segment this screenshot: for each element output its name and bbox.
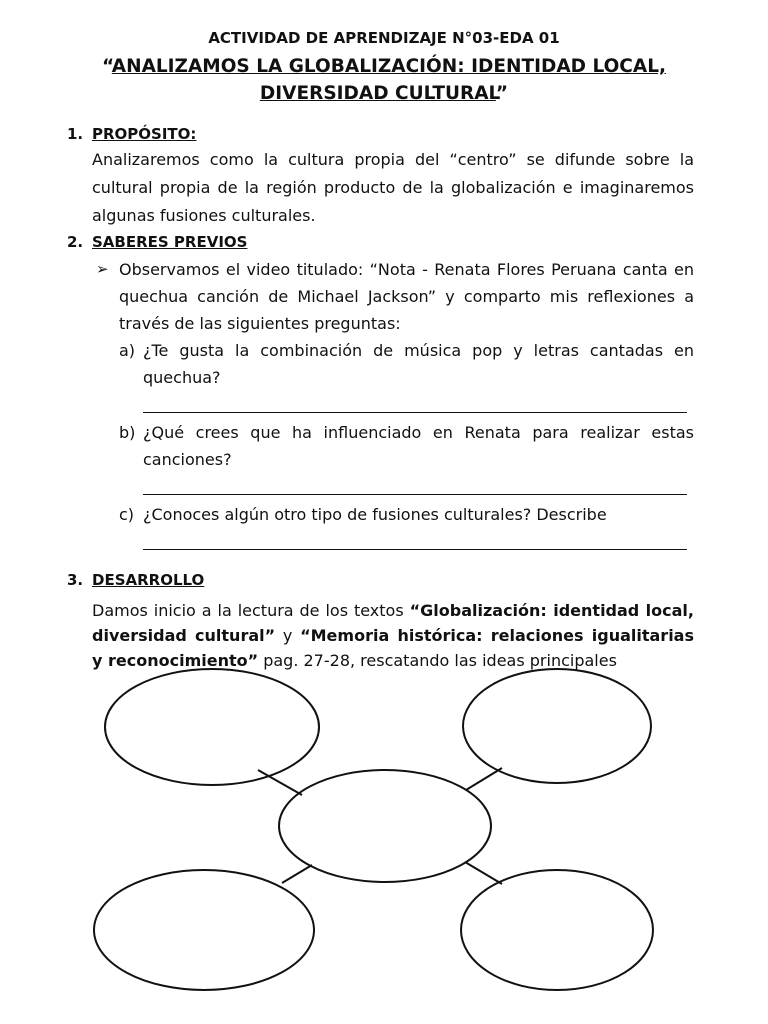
section-1-text: Analizaremos como la cultura propia del “centro” se difunde sobre la cultural propia de la región producto de la globalización e imaginaremos algunas fusiones culturales. bbox=[92, 150, 694, 225]
connector-top-left bbox=[258, 770, 302, 795]
section-3-bold-1: “Globalización: identidad local, diversidad cultural” bbox=[92, 601, 694, 645]
section-1-number: 1. bbox=[67, 125, 84, 143]
section-3-text-part-3: pag. 27-28, rescatando las ideas principales bbox=[258, 651, 617, 670]
ellipse-top-left[interactable] bbox=[105, 669, 319, 785]
section-2-title: SABERES PREVIOS bbox=[92, 233, 248, 251]
title-line-2: DIVERSIDAD CULTURAL bbox=[259, 83, 496, 104]
ellipse-bottom-left[interactable] bbox=[94, 870, 314, 990]
question-c-label: c) bbox=[119, 505, 135, 524]
section-3-text-part-1: Damos inicio a la lectura de los textos bbox=[92, 601, 410, 620]
section-3-bold-2: “Memoria histórica: relaciones igualitarias y reconocimiento” bbox=[92, 626, 695, 670]
question-c-text: ¿Conoces algún otro tipo de fusiones culturales? Describe bbox=[143, 505, 607, 524]
ellipse-center[interactable] bbox=[279, 770, 491, 882]
connector-bottom-right bbox=[465, 862, 502, 884]
ellipse-top-right[interactable] bbox=[463, 669, 651, 783]
title-open-quote: “ bbox=[101, 56, 112, 77]
section-3-text-part-2: y bbox=[275, 626, 301, 645]
question-b-label: b) bbox=[119, 423, 136, 442]
section-3-number: 3. bbox=[67, 571, 84, 589]
section-3-title: DESARROLLO bbox=[92, 571, 205, 589]
question-b-text: ¿Qué crees que ha influenciado en Renata para realizar estas canciones? bbox=[143, 423, 694, 469]
question-a-label: a) bbox=[119, 341, 136, 360]
question-a-text: ¿Te gusta la combinación de música pop y letras cantadas en quechua? bbox=[143, 341, 694, 387]
activity-header: ACTIVIDAD DE APRENDIZAJE N°03-EDA 01 bbox=[208, 29, 560, 47]
bullet-text: Observamos el video titulado: “Nota - Renata Flores Peruana canta en quechua canción de Michael Jackson” y comparto mis reflexiones a través de las siguientes preguntas: bbox=[119, 260, 694, 333]
connector-bottom-left bbox=[282, 865, 312, 883]
title-line-1: ANALIZAMOS LA GLOBALIZACIÓN: IDENTIDAD LOCAL, bbox=[111, 56, 667, 77]
arrow-bullet-icon: ➢ bbox=[96, 260, 109, 278]
section-1-title: PROPÓSITO: bbox=[92, 125, 197, 143]
connector-top-right bbox=[466, 768, 502, 790]
section-2-number: 2. bbox=[67, 233, 84, 251]
title-close-quote: ” bbox=[495, 83, 509, 104]
ellipse-bottom-right[interactable] bbox=[461, 870, 653, 990]
